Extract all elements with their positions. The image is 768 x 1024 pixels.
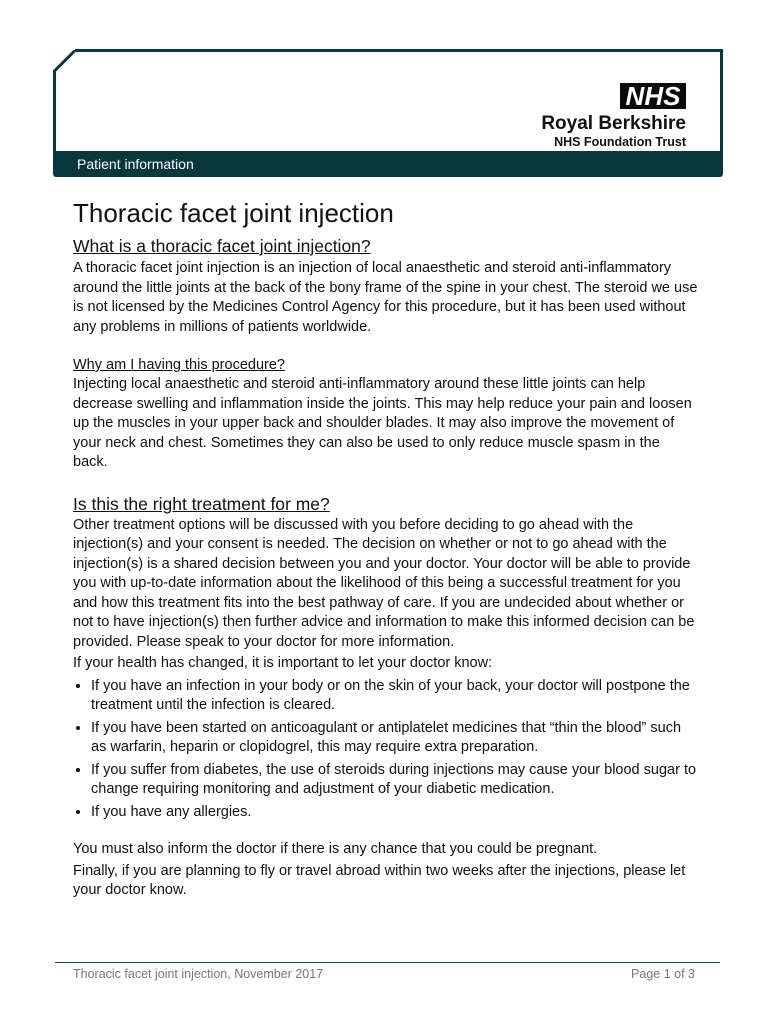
health-change-list [73, 677, 698, 823]
document-body [73, 196, 698, 901]
section-text-why: Injecting local anaesthetic and steroid anti-inflammatory around these little joints can help decrease swelling and inflammation inside the joints. This may help reduce your pain and loosen up the muscles in your upper back and shoulder blades. It may also improve the movement of your neck and chest. Sometimes they can also be used to only reduce muscle spasm in the back. [73, 376, 692, 470]
list-item: • If you suffer from diabetes, the use of steroids during injections may cause your blood sugar to change requiring monitoring and adjustment of your diabetic medication. [91, 761, 698, 800]
section-text-what-is: A thoracic facet joint injection is an injection of local anaesthetic and steroid anti-inflammatory around the little joints at the back of the bony frame of the spine in your chest. The steroid we use is not licensed by the Medicines Control Agency for this procedure, but it has been used without any problems in millions of patients worldwide. [73, 260, 698, 335]
document-header [53, 49, 723, 177]
footer-document-title: Thoracic facet joint injection, November 2017 [73, 967, 324, 981]
list-item: • If you have been started on anticoagulant or antiplatelet medicines that “thin the blood” such as warfarin, heparin or clopidogrel, this may require extra preparation. [91, 719, 698, 758]
health-change-intro: If your health has changed, it is important to let your doctor know: [73, 655, 493, 671]
org-name-line2: NHS Foundation Trust [554, 135, 686, 149]
nhs-logo: NHS [620, 83, 686, 109]
org-name-line1: Royal Berkshire [541, 113, 686, 134]
organisation-name [541, 113, 686, 150]
pregnancy-notice: You must also inform the doctor if there is any chance that you could be pregnant. [73, 841, 598, 857]
travel-notice: Finally, if you are planning to fly or travel abroad within two weeks after the injections, please let your doctor know. [73, 862, 686, 898]
list-item: • If you have any allergies. [91, 803, 698, 823]
patient-info-band [53, 151, 723, 177]
section-heading-right-treatment: Is this the right treatment for me? [73, 493, 330, 514]
footer-divider [55, 962, 720, 963]
page-title: Thoracic facet joint injection [73, 198, 394, 228]
list-item: • If you have an infection in your body or on the skin of your back, your doctor will postpone the treatment until the infection is cleared. [91, 677, 698, 716]
section-heading-what-is: What is a thoracic facet joint injection? [73, 236, 371, 256]
patient-info-label: Patient information [77, 156, 194, 172]
section-text-right-treatment: Other treatment options will be discussed with you before deciding to go ahead with the injection(s) and your consent is needed. The decision on whether or not to go ahead with the injection(s) is a shared decision between you and your doctor. Your doctor will be able to provide you with up-to-date information about the likelihood of this being a successful treatment for you and how this treatment fits into the best pathway of care. If you are undecided about whether or not to have injection(s) then further advice and information to make this informed decision can be provided. Please speak to your doctor for more information. [73, 516, 695, 650]
footer-page-number: Page 1 of 3 [631, 967, 695, 981]
section-heading-why: Why am I having this procedure? [73, 357, 285, 373]
